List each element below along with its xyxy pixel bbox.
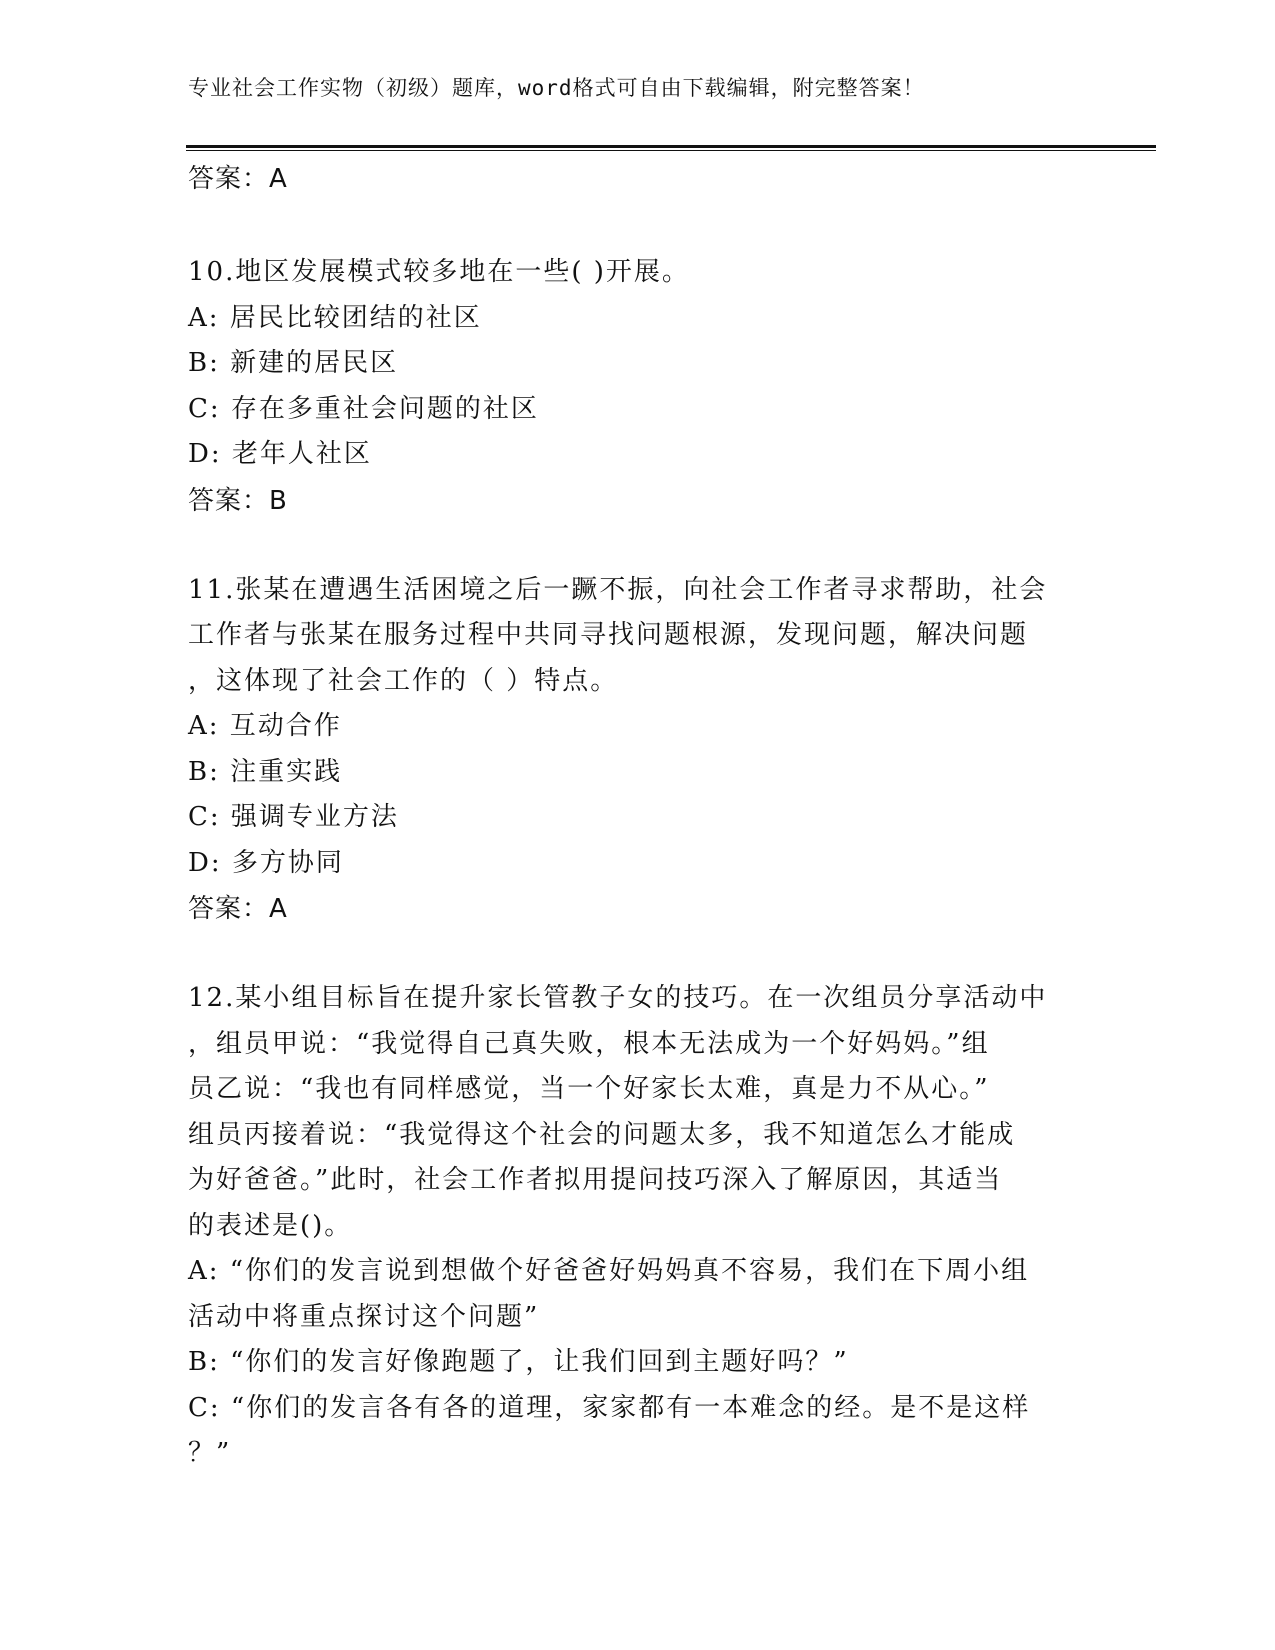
spacer	[188, 932, 1088, 976]
answer-line: 答案：A	[188, 164, 288, 194]
option-c: C: 强调专业方法	[188, 802, 399, 832]
option-b: B: 新建的居民区	[188, 348, 399, 378]
option-c: C: 存在多重社会问题的社区	[188, 393, 539, 424]
question-stem-line: ，组员甲说：“我觉得自己真失败，根本无法成为一个好妈妈。”组	[188, 1028, 990, 1059]
option-b-line: B: “你们的发言好像跑题了，让我们回到主题好吗？”	[188, 1347, 849, 1377]
option-c-line: C: “你们的发言各有各的道理，家家都有一本难念的经。是不是这样	[188, 1392, 1031, 1423]
question-12	[188, 976, 1088, 1477]
option-d: D: 老年人社区	[188, 439, 372, 469]
question-content	[188, 156, 1088, 1477]
option-a: A: 居民比较团结的社区	[188, 302, 482, 333]
option-a-line: A: “你们的发言说到想做个好爸爸好妈妈真不容易，我们在下周小组	[188, 1256, 1030, 1286]
question-stem-line: 工作者与张某在服务过程中共同寻找问题根源，发现问题，解决问题	[188, 620, 1029, 650]
option-b: B: 注重实践	[188, 756, 343, 787]
question-stem: 10.地区发展模式较多地在一些( )开展。	[188, 257, 690, 287]
option-d: D: 多方协同	[188, 847, 344, 878]
answer-line: 答案：A	[188, 894, 288, 924]
question-11	[188, 568, 1088, 933]
question-10	[188, 250, 1088, 524]
question-stem-line: 为好爸爸。”此时，社会工作者拟用提问技巧深入了解原因，其适当	[188, 1165, 1003, 1195]
answer-line: 答案：B	[188, 485, 288, 516]
question-stem-line: 组员丙接着说：“我觉得这个社会的问题太多，我不知道怎么才能成	[188, 1119, 1016, 1150]
question-stem-line: 的表述是()。	[188, 1210, 353, 1241]
page-header: 专业社会工作实物（初级）题库，word格式可自由下载编辑，附完整答案！	[188, 76, 925, 100]
question-stem-line: 员乙说：“我也有同样感觉，当一个好家长太难，真是力不从心。”	[188, 1074, 990, 1104]
spacer	[188, 524, 1088, 568]
question-stem-line: ，这体现了社会工作的（ ）特点。	[188, 665, 619, 696]
option-a-line: 活动中将重点探讨这个问题”	[188, 1301, 540, 1332]
header-rule	[186, 145, 1156, 148]
header-rule-thin	[186, 150, 1156, 151]
spacer	[188, 202, 1088, 250]
question-stem-line: 12.某小组目标旨在提升家长管教子女的技巧。在一次组员分享活动中	[188, 983, 1048, 1013]
option-a: A: 互动合作	[188, 711, 342, 741]
option-c-line: ？”	[188, 1438, 232, 1468]
question-stem-line: 11.张某在遭遇生活困境之后一蹶不振，向社会工作者寻求帮助，社会	[188, 574, 1048, 605]
